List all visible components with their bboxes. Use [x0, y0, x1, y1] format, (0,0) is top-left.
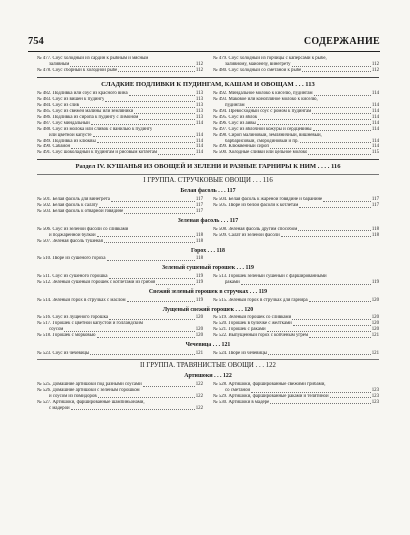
contents-body [37, 56, 379, 412]
top-right-column [213, 56, 379, 74]
peas-right-empty [213, 256, 379, 262]
dot-leader [111, 201, 195, 202]
dot-leader [302, 71, 371, 72]
dot-leader [300, 142, 371, 143]
dot-leader [330, 397, 371, 398]
entry-page-number: 118 [195, 238, 203, 244]
dot-leader [156, 284, 195, 285]
contents-entry [213, 150, 379, 156]
shelled-peas-left [37, 315, 203, 339]
entry-page-number: 121 [195, 350, 203, 356]
entry-title: № 489. Подливка из клюквы [37, 138, 96, 144]
entry-page-number: 114 [371, 109, 379, 115]
dot-leader [258, 119, 371, 120]
entry-page-number: 118 [371, 232, 379, 238]
entry-title-continuation: или цветной капусте [49, 132, 92, 138]
green-beans-heading: Зеленая фасоль . . . 117 [177, 217, 239, 224]
contents-entry [213, 351, 379, 357]
green-beans-right [213, 227, 379, 245]
dot-leader [134, 113, 195, 114]
running-header [28, 36, 380, 48]
entry-title: № 479. Соус холодный из горчицы с каперсами к рыбе, [213, 56, 327, 61]
entry-title: № 517. Горошек с цветной капустой и голландским [37, 321, 143, 327]
dot-leader [270, 403, 370, 404]
contents-entry [213, 133, 379, 145]
entry-page-number: 117 [371, 203, 379, 209]
entry-page-number: 119 [195, 279, 203, 285]
entry-title: № 491. Соус шоколадный к пудингам и рисовым котлетам [37, 150, 158, 156]
entry-page-number: 120 [195, 333, 203, 339]
entry-page-number: 117 [195, 203, 203, 209]
entry-title: № 500. Холодные сливки или цельное молоко [213, 150, 308, 156]
entry-title-continuation: со сметаной [225, 387, 251, 393]
dot-leader [90, 354, 194, 355]
dot-leader [124, 213, 195, 214]
dot-leader [70, 66, 195, 67]
entry-title-continuation: и поджаренной булкой [49, 232, 96, 238]
entry-page-number: 118 [371, 226, 379, 232]
entry-title-continuation: раками [225, 279, 240, 285]
entry-page-number: 119 [195, 297, 203, 303]
contents-entry [37, 351, 203, 357]
shelled-peas-block [37, 315, 379, 339]
contents-entry [37, 68, 203, 74]
peas-block [37, 256, 379, 262]
entry-title: № 530. Артишоки в мадере [213, 399, 270, 405]
entry-page-number: 114 [371, 144, 379, 150]
lentils-heading: Чечевица . . . 121 [185, 341, 231, 348]
entry-page-number: 120 [371, 321, 379, 327]
entry-title-continuation: заливным [49, 61, 70, 67]
entry-title: № 483. Соус из вишен к пудингу [37, 97, 105, 103]
dot-leader [268, 354, 371, 355]
sweet-left-column [37, 91, 203, 156]
entry-page-number: 114 [195, 144, 203, 150]
dot-leader [104, 242, 195, 243]
entry-title: № 477. Соус холодный из сардин к рыбным и мясным [37, 56, 149, 61]
dried-green-peas-block [37, 274, 379, 286]
contents-entry [213, 382, 379, 394]
dot-leader [292, 319, 371, 320]
entry-title: № 521. Горошек с раками [213, 327, 266, 333]
dot-leader [267, 331, 371, 332]
entry-page-number: 113 [195, 103, 203, 109]
peas-heading: Горох . . . 118 [190, 247, 225, 254]
entry-page-number: 119 [371, 279, 379, 285]
entry-title: № 503. Белая фасоль к отварной говядине [37, 209, 124, 215]
entry-page-number: 114 [371, 103, 379, 109]
dot-leader [97, 337, 195, 338]
entry-page-number: 112 [195, 67, 203, 73]
entry-page-number: 120 [195, 327, 203, 333]
entry-title-continuation: соусом [49, 327, 64, 333]
entry-title: № 490. Сабайон [37, 144, 71, 150]
dot-leader [143, 386, 195, 387]
entry-title: № 506. Соус из зеленой фасоли со сливками [37, 226, 129, 232]
dot-leader [97, 142, 195, 143]
dot-leader [313, 130, 371, 131]
entry-page-number: 121 [371, 350, 379, 356]
entry-page-number: 113 [195, 91, 203, 97]
entry-title: № 495. Соус из яблок [213, 114, 258, 120]
contents-entry [213, 203, 379, 209]
sweet-right-column [213, 91, 379, 156]
contents-entry [213, 333, 379, 339]
entry-title: № 499. Клюквенный сироп [213, 144, 269, 150]
shelled-peas-heading: Лущеный свежий горошек . . . 120 [162, 306, 254, 313]
entry-title: № 498. Сироп малиновый, земляничный, вишневый, [213, 132, 322, 138]
entry-title: № 525. Домашние артишоки под разными соусами [37, 382, 142, 388]
entry-page-number: 117 [195, 197, 203, 203]
dot-leader [109, 319, 195, 320]
dot-leader [71, 409, 195, 410]
entry-title: № 486. Подливка из сиропа к пудингу с лимоном [37, 114, 139, 120]
section-rule [37, 77, 379, 78]
dot-leader [312, 113, 371, 114]
dot-leader [298, 230, 371, 231]
entry-page-number: 117 [371, 197, 379, 203]
contents-entry [37, 127, 203, 139]
dot-leader [257, 124, 371, 125]
entry-page-number: 122 [195, 382, 203, 388]
dot-leader [71, 148, 195, 149]
entry-title-continuation: с мадерой [49, 405, 70, 411]
entry-title-continuation: пудингам [225, 103, 245, 109]
entry-title: № 507. Зеленая фасоль тушеная [37, 238, 103, 244]
entry-title: № 494. Превосходный соус с ромом к пудингам [213, 109, 312, 115]
entry-title: № 513. Горошек зеленый сушеный с фаршированными [213, 274, 327, 279]
header-rule [28, 51, 380, 52]
dot-leader [80, 107, 195, 108]
entry-page-number: 120 [371, 297, 379, 303]
dot-leader [292, 66, 371, 67]
fresh-green-peas-pods-heading: Свежий зеленый горошек в стручках . . . 119 [148, 288, 268, 295]
dot-leader [270, 148, 371, 149]
contents-entry [37, 209, 203, 215]
dot-leader [251, 392, 371, 393]
entry-title: № 497. Соус из яблочной кожуры и сердцевины [213, 126, 312, 132]
entry-page-number: 114 [371, 126, 379, 132]
entry-title: № 515. Зеленый горох в стручках для гарнира [213, 297, 308, 303]
contents-entry [37, 150, 203, 156]
dot-leader [314, 95, 371, 96]
entry-page-number: 113 [195, 97, 203, 103]
entry-page-number: 123 [371, 387, 379, 393]
section-rule [37, 174, 379, 175]
entry-page-number: 120 [371, 315, 379, 321]
entry-page-number: 120 [371, 327, 379, 333]
dot-leader [107, 260, 195, 261]
entry-title: № 512. Зеленый сушеный горошек с котлетами из грибов [37, 279, 156, 285]
entry-title-continuation: заливному, майонезу, винегрету [225, 61, 291, 67]
entry-title: № 523. Соус из чечевицы [37, 350, 90, 356]
entry-title: № 482. Подливка или соус из красного вина [37, 91, 128, 97]
entry-title: № 508. Зеленая фасоль другим способом [213, 226, 298, 232]
contents-entry [213, 233, 379, 239]
entry-title: № 527. Артишоки, фаршированные шампиньонами, [37, 399, 145, 405]
entry-page-number: 117 [195, 209, 203, 215]
entry-title: № 528. Артишоки, фаршированные свежими грибами, [213, 382, 326, 388]
entry-title: № 520. Горошек в булочке с желтками [213, 321, 292, 327]
dot-leader [105, 101, 195, 102]
entry-title: № 502. Белая фасоль к салату [37, 203, 98, 209]
white-beans-block [37, 197, 379, 215]
entry-page-number: 112 [371, 61, 379, 67]
entry-title: № 514. Зеленый горох в стручках с маслом [37, 297, 126, 303]
entry-page-number: 114 [371, 91, 379, 97]
entry-title: № 518. Горошек с морковью [37, 333, 96, 339]
lentils-right [213, 351, 379, 357]
dot-leader [91, 124, 195, 125]
entry-title-continuation: барбарисовый, смородиновый и пр. [225, 138, 299, 144]
white-beans-heading: Белая фасоль . . . 117 [180, 188, 236, 195]
entry-title: № 496. Соус из айвы [213, 120, 256, 126]
contents-entry [37, 239, 203, 245]
entry-page-number: 114 [195, 150, 203, 156]
entry-page-number: 122 [195, 393, 203, 399]
entry-page-number: 121 [371, 333, 379, 339]
sweet-sauces-heading: СЛАДКИЕ ПОДЛИВКИ К ПУДИНГАМ, КАШАМ И ОВОЩАМ . . . 113 [101, 80, 315, 88]
entry-page-number: 115 [371, 150, 379, 156]
contents-entry [213, 97, 379, 109]
green-beans-block [37, 227, 379, 245]
entry-page-number: 122 [195, 405, 203, 411]
entry-page-number: 114 [371, 138, 379, 144]
dot-leader [97, 236, 195, 237]
dot-leader [241, 284, 371, 285]
entry-title: № 505. Пюре из белой фасоли к котлетам [213, 203, 299, 209]
entry-page-number: 112 [371, 67, 379, 73]
entry-title: № 519. Зеленый горошек со сливками [213, 315, 292, 321]
artichokes-right [213, 382, 379, 412]
contents-entry [37, 280, 203, 286]
dot-leader [64, 331, 194, 332]
entry-title: № 487. Соус миндальный [37, 120, 90, 126]
peas-left [37, 256, 203, 262]
dot-leader [118, 71, 195, 72]
entry-title: № 501. Белая фасоль для винегрета [37, 197, 110, 203]
dot-leader [281, 236, 371, 237]
entry-title-continuation: и соусом из помидоров [49, 393, 97, 399]
top-left-column [37, 56, 203, 74]
entry-page-number: 119 [195, 274, 203, 279]
fresh-green-peas-pods-left [37, 298, 203, 304]
contents-entry [37, 298, 203, 304]
dried-green-peas-left [37, 274, 203, 286]
contents-entry [213, 68, 379, 74]
entry-title: № 480. Соус холодный со сметаной к рыбе [213, 67, 302, 73]
entry-title: № 516. Соус из лущеного горошка [37, 315, 109, 321]
entry-page-number: 114 [371, 120, 379, 126]
dot-leader [99, 207, 195, 208]
contents-entry [37, 256, 203, 262]
entry-page-number: 123 [371, 393, 379, 399]
dot-leader [246, 107, 371, 108]
contents-entry [37, 400, 203, 412]
entry-title: № 511. Соус из сушеного горошка [37, 274, 108, 279]
dot-leader [93, 136, 195, 137]
dot-leader [309, 337, 371, 338]
entry-title: № 510. Пюре из сушеного гороха [37, 256, 106, 262]
artichokes-heading: Артишоки . . . 122 [184, 373, 232, 380]
green-beans-left [37, 227, 203, 245]
entry-page-number: 114 [195, 120, 203, 126]
contents-entry [37, 321, 203, 333]
entry-title: № 493. Маковое или конопляное молоко к киселю, [213, 97, 318, 103]
dot-leader [109, 278, 195, 279]
fresh-green-peas-pods-right [213, 298, 379, 304]
contents-entry [37, 56, 203, 68]
dot-leader [127, 301, 195, 302]
dot-leader [98, 397, 195, 398]
running-title: СОДЕРЖАНИЕ [303, 36, 380, 47]
dried-green-peas-right [213, 274, 379, 286]
entry-title: № 478. Соус сборный к холодной рыбе [37, 67, 118, 73]
entry-page-number: 113 [195, 109, 203, 115]
contents-entry [37, 333, 203, 339]
dried-green-peas-heading: Зеленый сушеный горошек . . . 119 [162, 265, 254, 272]
entry-page-number: 112 [195, 61, 203, 67]
entry-page-number: 118 [195, 232, 203, 238]
sweet-sauces-block [37, 91, 379, 156]
dot-leader [308, 154, 370, 155]
entry-page-number: 114 [195, 132, 203, 138]
artichokes-left [37, 382, 203, 412]
lentils-block [37, 351, 379, 357]
white-beans-right [213, 197, 379, 215]
entry-page-number: 114 [371, 114, 379, 120]
dot-leader [293, 325, 371, 326]
entry-title: № 485. Соус из свежей малины или земляники [37, 109, 134, 115]
entry-title: № 488. Соус из молока или сливок с ванилью к пудингу [37, 126, 153, 132]
entry-page-number: 114 [195, 138, 203, 144]
group-2-heading: II ГРУППА. ТРАВЯНИСТЫЕ ОВОЩИ . . . 122 [140, 361, 276, 369]
entry-title: № 529. Артишоки, фаршированные раками и телятиной [213, 393, 329, 399]
section-rule [37, 359, 379, 360]
dot-leader [158, 154, 195, 155]
section-rule [37, 159, 379, 160]
entry-title: № 524. Пюре из чечевицы [213, 350, 267, 356]
entry-title: № 504. Белая фасоль к жареной говядине и баранине [213, 197, 323, 203]
entry-page-number: 118 [195, 256, 203, 262]
contents-entry [213, 400, 379, 406]
entry-page-number: 123 [371, 399, 379, 405]
lentils-left [37, 351, 203, 357]
entry-page-number: 113 [195, 114, 203, 120]
artichokes-block [37, 382, 379, 412]
white-beans-left [37, 197, 203, 215]
section-iv-heading: Раздел IV. КУШАНЬЯ ИЗ ОВОЩЕЙ И ЗЕЛЕНИ И РАЗНЫЕ ГАРНИРЫ К НИМ . . . . 116 [75, 163, 341, 171]
contents-entry [213, 56, 379, 68]
contents-entry [37, 227, 203, 239]
dot-leader [129, 95, 195, 96]
shelled-peas-right [213, 315, 379, 339]
contents-entry [37, 388, 203, 400]
dot-leader [139, 119, 195, 120]
entry-title: № 526. Домашние артишоки с зеленым горошком [37, 387, 140, 393]
group-1-heading: I ГРУППА. СТРУЧКОВЫЕ ОВОЩИ . . . 116 [143, 176, 273, 184]
page-number: 754 [28, 36, 44, 47]
top-block [37, 56, 379, 74]
entry-title: № 484. Соус из слив [37, 103, 79, 109]
entry-page-number: 120 [195, 315, 203, 321]
dot-leader [323, 201, 371, 202]
entry-title: № 509. Салат из зеленой фасоли [213, 232, 280, 238]
contents-entry [213, 298, 379, 304]
entry-title: № 492. Миндальное молоко к киселю, пудингам [213, 91, 313, 97]
fresh-green-peas-pods-block [37, 298, 379, 304]
contents-entry [213, 274, 379, 286]
dot-leader [299, 207, 371, 208]
entry-title: № 522. Выпущенный горох с копченым угрем [213, 333, 309, 339]
dot-leader [309, 301, 371, 302]
